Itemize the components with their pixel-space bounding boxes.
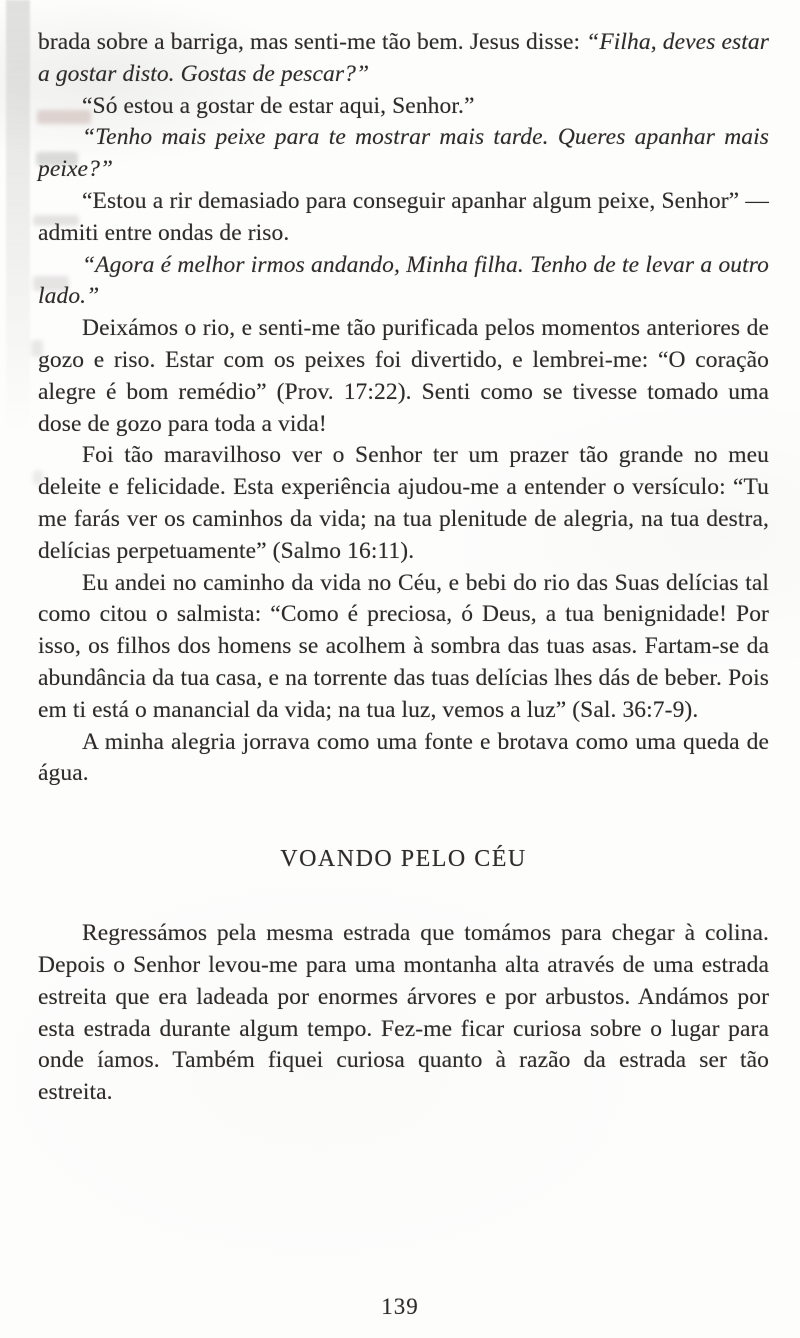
page-number: 139 [381, 1294, 419, 1319]
text-segment: “Só estou a gostar de estar aqui, Senhor.” [82, 92, 475, 119]
body-text-top [38, 27, 769, 790]
paragraph [38, 727, 769, 791]
paragraph [38, 27, 769, 91]
section-heading: VOANDO PELO CÉU [280, 846, 527, 873]
scan-edge-artifact [6, 0, 30, 430]
paragraph [38, 568, 769, 727]
paragraph [38, 122, 769, 186]
text-segment: Deixámos o rio, e senti-me tão purificada pelos momentos anteriores de gozo e riso. Estar com os peixes foi divertido, e lembrei-me: “O coração alegre é bom remédio” (Prov. 17:22). Senti como se tivesse tomado uma dose de gozo para toda a vida! [38, 315, 769, 437]
page-text-block [38, 27, 769, 1109]
body-text-bottom [38, 918, 769, 1109]
text-segment: A minha alegria jorrava como uma fonte e brotava como uma queda de água. [38, 728, 769, 787]
italic-text-segment: “Tenho mais peixe para te mostrar mais tarde. Queres apanhar mais peixe?” [38, 124, 769, 183]
paragraph [38, 918, 769, 1109]
paragraph [38, 313, 769, 440]
text-segment: Regressámos pela mesma estrada que tomámos para chegar à colina. Depois o Senhor levou-me para uma montanha alta através de uma estrada estreita que era ladeada por enormes árvores e por arbustos. Andámos por esta estrada durante algum tempo. Fez-me ficar curiosa sobre o lugar para onde íamos. Também fiquei curiosa quanto à razão da estrada ser tão estreita. [38, 920, 769, 1106]
paragraph [38, 91, 769, 123]
text-segment: Foi tão maravilhoso ver o Senhor ter um prazer tão grande no meu deleite e felicidade. Esta experiência ajudou-me a entender o versículo: “Tu me farás ver os caminhos da vida; na tua plenitude de alegria, na tua destra, delícias perpetuamente” (Salmo 16:11). [38, 442, 769, 564]
paragraph [38, 186, 769, 250]
text-segment: “Estou a rir demasiado para conseguir apanhar algum peixe, Senhor” — admiti entre ondas de riso. [38, 187, 769, 246]
italic-text-segment: “Agora é melhor irmos andando, Minha filha. Tenho de te levar a outro lado.” [38, 251, 769, 310]
paragraph [38, 250, 769, 314]
text-segment: Eu andei no caminho da vida no Céu, e bebi do rio das Suas delícias tal como citou o salmista: “Como é preciosa, ó Deus, a tua benignidade! Por isso, os filhos dos homens se acolhem à sombra das tuas asas. Fartam-se da abundância da tua casa, e na torrente das tuas delícias lhes dás de beber. Pois em ti está o manancial da vida; na tua luz, vemos a luz” (Sal. 36:7-9). [38, 569, 769, 723]
text-segment: brada sobre a barriga, mas senti-me tão bem. Jesus disse: [38, 29, 587, 55]
paragraph [38, 440, 769, 567]
italic-text-segment: “Filha, deves estar a gostar disto. Gostas de pescar?” [38, 29, 769, 87]
